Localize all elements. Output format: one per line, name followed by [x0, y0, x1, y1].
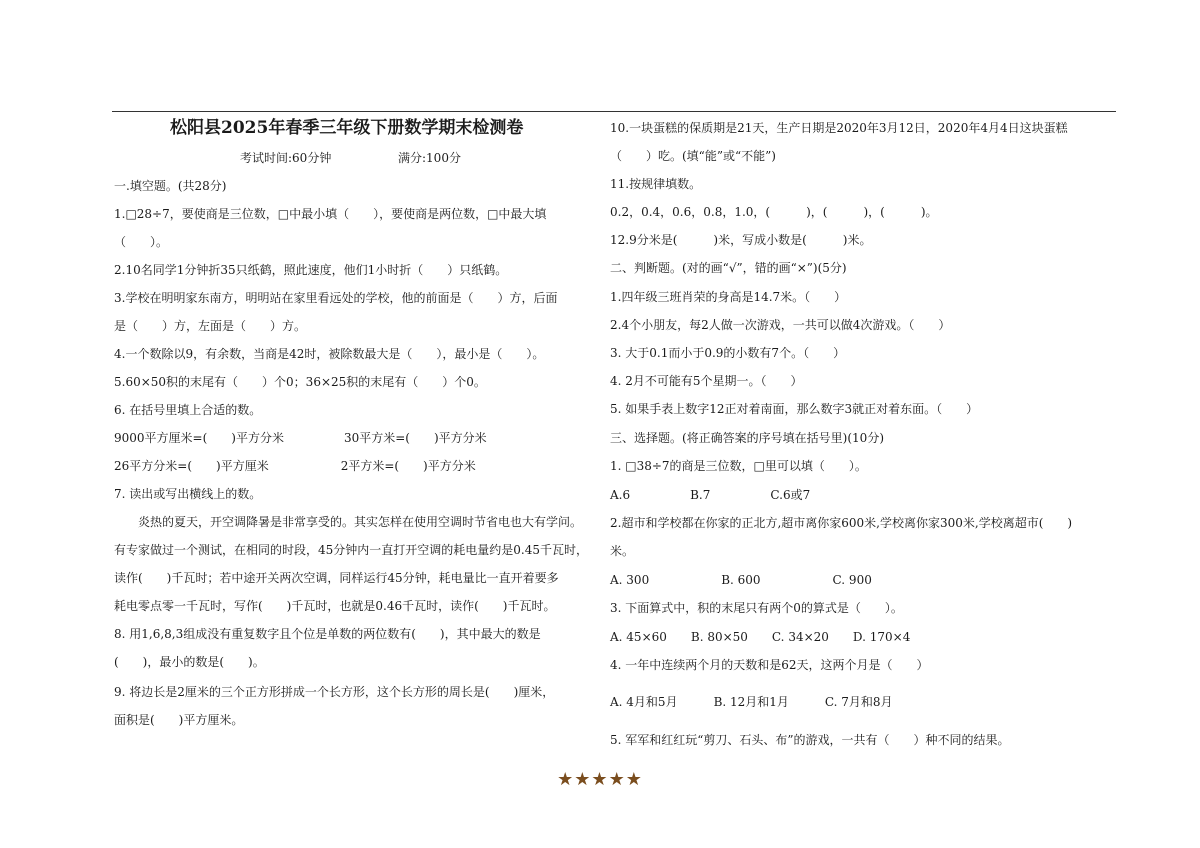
- question-line: 9. 将边长是2厘米的三个正方形拼成一个长方形，这个长方形的周长是( )厘米，: [114, 685, 555, 699]
- question-line: 7. 读出或写出横线上的数。: [114, 487, 262, 501]
- question-line: 米。: [610, 544, 635, 558]
- question-line: 1.□28÷7，要使商是三位数，□中最小填（ ），要使商是两位数，□中最大填: [114, 207, 547, 221]
- question-line: 0.2，0.4，0.6，0.8，1.0，( )，( )，( )。: [610, 205, 938, 219]
- passage-line: 炎热的夏天，开空调降暑是非常享受的。其实怎样在使用空调时节省电也大有学问。: [114, 515, 583, 529]
- question-line: 26平方分米=( )平方厘米 2平方米=( )平方分米: [114, 459, 476, 473]
- answer-options: A. 300 B. 600 C. 900: [610, 573, 872, 587]
- question-line: 6. 在括号里填上合适的数。: [114, 403, 262, 417]
- question-line: （ ）。: [114, 235, 169, 249]
- passage-line: 有专家做过一个测试，在相同的时段，45分钟内一直打开空调的耗电量约是0.45千瓦时，: [114, 543, 588, 557]
- question-line: 3.学校在明明家东南方，明明站在家里看远处的学校，他的前面是（ ）方，后面: [114, 291, 558, 305]
- question-line: （ ）吃。(填“能”或“不能”): [610, 149, 776, 163]
- question-line: 1. □38÷7的商是三位数，□里可以填（ ）。: [610, 459, 867, 473]
- section-heading: 二、判断题。(对的画“√”，错的画“×”)(5分): [610, 261, 847, 275]
- question-line: ( )，最小的数是( )。: [114, 655, 265, 669]
- question-line: 11.按规律填数。: [610, 177, 702, 191]
- question-line: 3. 下面算式中，积的末尾只有两个0的算式是（ ）。: [610, 601, 903, 615]
- passage-line: 读作( )千瓦时；若中途开关两次空调，同样运行45分钟，耗电量比一直开着要多: [114, 571, 559, 585]
- section-heading: 三、选择题。(将正确答案的序号填在括号里)(10分): [610, 431, 884, 445]
- question-line: 8. 用1,6,8,3组成没有重复数字且个位是单数的两位数有( )，其中最大的数是: [114, 627, 541, 641]
- question-line: 2.超市和学校都在你家的正北方,超市离你家600米,学校离你家300米,学校离超市( ): [610, 516, 1073, 530]
- question-line: 9000平方厘米=( )平方分米 30平方米=( )平方分米: [114, 431, 487, 445]
- question-line: 4. 一年中连续两个月的天数和是62天，这两个月是（ ）: [610, 658, 929, 672]
- question-line: 4.一个数除以9，有余数，当商是42时，被除数最大是（ ），最小是（ ）。: [114, 347, 545, 361]
- passage-line: 耗电零点零一千瓦时，写作( )千瓦时，也就是0.46千瓦时，读作( )千瓦时。: [114, 599, 556, 613]
- question-line: 2.10名同学1分钟折35只纸鹤，照此速度，他们1小时折（ ）只纸鹤。: [114, 263, 508, 277]
- question-line: 3. 大于0.1而小于0.9的小数有7个。（ ）: [610, 346, 846, 360]
- question-line: 5.60×50积的末尾有（ ）个0；36×25积的末尾有（ ）个0。: [114, 375, 486, 389]
- question-line: 12.9分米是( )米，写成小数是( )米。: [610, 233, 872, 247]
- question-line: 5. 如果手表上数字12正对着南面，那么数字3就正对着东面。（ ）: [610, 402, 979, 416]
- question-line: 是（ ）方，左面是（ ）方。: [114, 319, 307, 333]
- header-rule: [112, 111, 1116, 112]
- question-line: 4. 2月不可能有5个星期一。（ ）: [610, 374, 803, 388]
- rating-stars: ★★★★★: [557, 769, 643, 790]
- answer-options: A. 4月和5月 B. 12月和1月 C. 7月和8月: [610, 695, 893, 709]
- answer-options: A. 45×60 B. 80×50 C. 34×20 D. 170×4: [610, 630, 911, 644]
- section-heading: 一.填空题。(共28分): [114, 179, 227, 193]
- question-line: 10.一块蛋糕的保质期是21天，生产日期是2020年3月12日，2020年4月4日这块蛋糕: [610, 121, 1068, 135]
- answer-options: A.6 B.7 C.6或7: [610, 488, 811, 502]
- exam-score: 满分:100分: [398, 151, 461, 165]
- exam-time: 考试时间:60分钟: [240, 151, 332, 165]
- question-line: 5. 军军和红红玩“剪刀、石头、布”的游戏，一共有（ ）种不同的结果。: [610, 733, 1010, 747]
- exam-title: 松阳县2025年春季三年级下册数学期末检测卷: [170, 118, 524, 138]
- question-line: 1.四年级三班肖荣的身高是14.7米。（ ）: [610, 290, 847, 304]
- question-line: 面积是( )平方厘米。: [114, 713, 244, 727]
- question-line: 2.4个小朋友，每2人做一次游戏，一共可以做4次游戏。（ ）: [610, 318, 951, 332]
